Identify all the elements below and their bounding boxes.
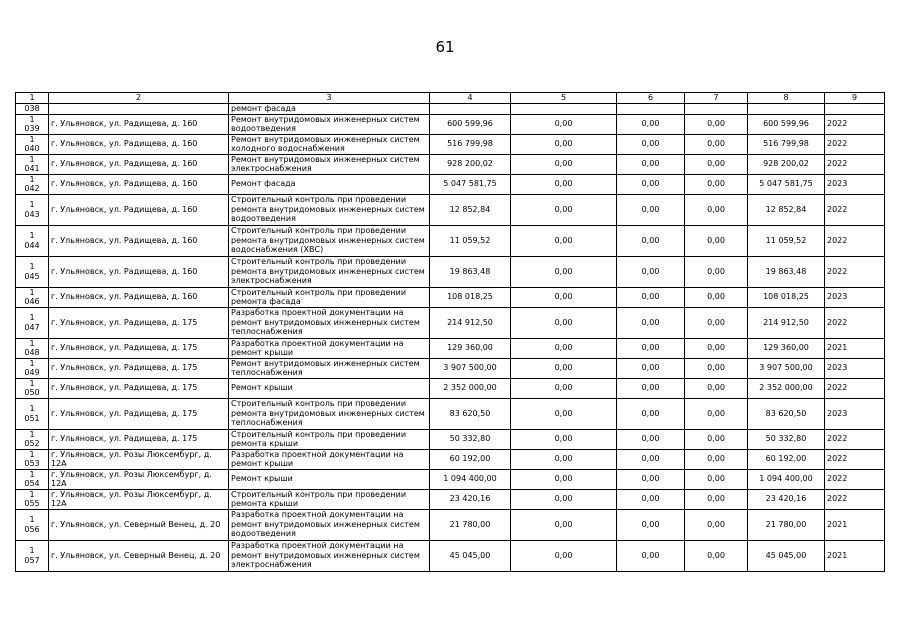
total-cost-cell (430, 104, 511, 115)
cost-col8-cell: 21 780,00 (748, 509, 825, 540)
address-cell: г. Ульяновск, ул. Радищева, д. 175 (49, 358, 229, 378)
address-cell: г. Ульяновск, ул. Розы Люксембург, д. 12А (49, 469, 229, 489)
work-type-cell: Ремонт внутридомовых инженерных систем холодного водоснабжения (229, 134, 430, 154)
work-type-cell: Разработка проектной документации на ремонт крыши (229, 338, 430, 358)
total-cost-cell: 5 047 581,75 (430, 174, 511, 194)
cost-col6-cell: 0,00 (617, 225, 685, 256)
row-number-cell (16, 358, 49, 378)
year-cell: 2023 (825, 398, 885, 429)
table-row (16, 398, 885, 429)
cost-col8-cell: 19 863,48 (748, 256, 825, 287)
row-number-part1: 1 (29, 546, 35, 555)
total-cost-cell: 214 912,50 (430, 307, 511, 338)
cost-col6-cell: 0,00 (617, 287, 685, 307)
cost-col8-cell: 214 912,50 (748, 307, 825, 338)
work-type-cell: Ремонт внутридомовых инженерных систем теплоснабжения (229, 358, 430, 378)
address-cell: г. Ульяновск, ул. Радищева, д. 175 (49, 307, 229, 338)
cost-col7-cell: 0,00 (685, 225, 748, 256)
row-number-cell (16, 378, 49, 398)
cost-col8-cell: 83 620,50 (748, 398, 825, 429)
cost-col5-cell: 0,00 (511, 194, 617, 225)
cost-col7-cell: 0,00 (685, 469, 748, 489)
row-number-cell (16, 469, 49, 489)
address-cell: г. Ульяновск, ул. Радищева, д. 160 (49, 134, 229, 154)
total-cost-cell: 3 907 500,00 (430, 358, 511, 378)
cost-col7-cell (685, 104, 748, 115)
work-type-cell: Ремонт фасада (229, 174, 430, 194)
column-header-6: 6 (617, 93, 685, 104)
cost-col5-cell: 0,00 (511, 429, 617, 449)
cost-col5-cell: 0,00 (511, 509, 617, 540)
row-number-cell (16, 540, 49, 571)
column-header-4: 4 (430, 93, 511, 104)
table-row (16, 489, 885, 509)
row-number-cell (16, 104, 49, 115)
total-cost-cell: 19 863,48 (430, 256, 511, 287)
cost-col6-cell: 0,00 (617, 256, 685, 287)
work-type-cell: Строительный контроль при проведении ремонта фасада (229, 287, 430, 307)
row-number-part1: 1 (29, 489, 35, 499)
address-cell: г. Ульяновск, ул. Северный Венец, д. 20 (49, 509, 229, 540)
column-header-9: 9 (825, 93, 885, 104)
cost-col8-cell: 11 059,52 (748, 225, 825, 256)
cost-col7-cell: 0,00 (685, 174, 748, 194)
year-cell: 2022 (825, 378, 885, 398)
year-cell: 2022 (825, 256, 885, 287)
cost-col6-cell: 0,00 (617, 509, 685, 540)
cost-col5-cell: 0,00 (511, 256, 617, 287)
table-body (16, 104, 885, 572)
row-number-part2: 051 (24, 413, 40, 423)
cost-col6-cell: 0,00 (617, 338, 685, 358)
table-row (16, 174, 885, 194)
row-number-part1: 1 (29, 515, 35, 524)
cost-col7-cell: 0,00 (685, 398, 748, 429)
total-cost-cell: 129 360,00 (430, 338, 511, 358)
row-number-part1: 1 (29, 358, 35, 368)
year-cell: 2022 (825, 225, 885, 256)
cost-col6-cell: 0,00 (617, 398, 685, 429)
column-header-2: 2 (49, 93, 229, 104)
address-cell: г. Ульяновск, ул. Радищева, д. 160 (49, 194, 229, 225)
work-type-cell: Ремонт крыши (229, 378, 430, 398)
address-cell: г. Ульяновск, ул. Розы Люксембург, д. 12А (49, 449, 229, 469)
address-cell: г. Ульяновск, ул. Радищева, д. 160 (49, 256, 229, 287)
address-cell: г. Ульяновск, ул. Радищева, д. 160 (49, 114, 229, 134)
total-cost-cell: 600 599,96 (430, 114, 511, 134)
cost-col7-cell: 0,00 (685, 429, 748, 449)
total-cost-cell: 11 059,52 (430, 225, 511, 256)
table-row (16, 194, 885, 225)
address-cell: г. Ульяновск, ул. Северный Венец, д. 20 (49, 540, 229, 571)
cost-col6-cell: 0,00 (617, 114, 685, 134)
row-number-part1: 1 (29, 114, 35, 124)
row-number-part1: 1 (29, 231, 35, 240)
cost-col8-cell: 129 360,00 (748, 338, 825, 358)
address-cell: г. Ульяновск, ул. Радищева, д. 175 (49, 378, 229, 398)
cost-col8-cell: 3 907 500,00 (748, 358, 825, 378)
cost-col5-cell: 0,00 (511, 225, 617, 256)
row-number-part2: 049 (24, 368, 40, 377)
cost-col5-cell: 0,00 (511, 378, 617, 398)
cost-col5-cell: 0,00 (511, 338, 617, 358)
year-cell: 2023 (825, 287, 885, 307)
row-number-part2: 044 (24, 240, 40, 250)
cost-col5-cell: 0,00 (511, 540, 617, 571)
table-row (16, 469, 885, 489)
column-header-8: 8 (748, 93, 825, 104)
row-number-part1: 1 (29, 154, 35, 164)
work-type-cell: Строительный контроль при проведении ремонта крыши (229, 429, 430, 449)
cost-col6-cell: 0,00 (617, 134, 685, 154)
row-number-part2: 047 (24, 322, 40, 332)
row-number-cell (16, 287, 49, 307)
cost-col8-cell: 600 599,96 (748, 114, 825, 134)
cost-col6-cell: 0,00 (617, 378, 685, 398)
row-number-part2: 050 (24, 388, 40, 397)
row-number-part1: 1 (29, 338, 35, 348)
row-number-part1: 1 (29, 134, 35, 144)
table-row (16, 540, 885, 571)
works-table (15, 92, 885, 572)
total-cost-cell: 21 780,00 (430, 509, 511, 540)
cost-col6-cell: 0,00 (617, 174, 685, 194)
row-number-cell (16, 174, 49, 194)
year-cell: 2021 (825, 509, 885, 540)
work-type-cell: Ремонт внутридомовых инженерных систем электроснабжения (229, 154, 430, 174)
row-number-part2: 057 (24, 555, 40, 565)
address-cell: г. Ульяновск, ул. Радищева, д. 175 (49, 429, 229, 449)
row-number-part2: 052 (24, 439, 40, 448)
year-cell: 2022 (825, 489, 885, 509)
header-row (16, 93, 885, 104)
address-cell: г. Ульяновск, ул. Радищева, д. 160 (49, 174, 229, 194)
row-number-part2: 053 (24, 459, 40, 468)
work-type-cell: Разработка проектной документации на ремонт внутридомовых инженерных систем электроснабжения (229, 540, 430, 571)
cost-col8-cell: 2 352 000,00 (748, 378, 825, 398)
cost-col7-cell: 0,00 (685, 287, 748, 307)
cost-col8-cell: 60 192,00 (748, 449, 825, 469)
cost-col8-cell: 23 420,16 (748, 489, 825, 509)
cost-col5-cell: 0,00 (511, 307, 617, 338)
cost-col7-cell: 0,00 (685, 489, 748, 509)
total-cost-cell: 2 352 000,00 (430, 378, 511, 398)
column-header-5: 5 (511, 93, 617, 104)
total-cost-cell: 12 852,84 (430, 194, 511, 225)
cost-col8-cell: 12 852,84 (748, 194, 825, 225)
row-number-part1: 1 (29, 378, 35, 388)
table-row (16, 287, 885, 307)
cost-col5-cell: 0,00 (511, 114, 617, 134)
cost-col6-cell: 0,00 (617, 540, 685, 571)
cost-col7-cell: 0,00 (685, 256, 748, 287)
row-number-part2: 048 (24, 348, 40, 357)
address-cell (49, 104, 229, 115)
year-cell: 2022 (825, 114, 885, 134)
row-number-part1: 1 (29, 449, 35, 459)
table-row (16, 429, 885, 449)
cost-col6-cell: 0,00 (617, 429, 685, 449)
cost-col6-cell: 0,00 (617, 307, 685, 338)
cost-col7-cell: 0,00 (685, 358, 748, 378)
row-number-part1: 1 (29, 404, 35, 413)
row-number-cell (16, 154, 49, 174)
table-row (16, 225, 885, 256)
cost-col5-cell: 0,00 (511, 154, 617, 174)
row-number-part1: 1 (29, 174, 35, 184)
work-type-cell: ремонт фасада (229, 104, 430, 115)
row-number-cell (16, 225, 49, 256)
address-cell: г. Ульяновск, ул. Радищева, д. 160 (49, 225, 229, 256)
cost-col6-cell: 0,00 (617, 489, 685, 509)
cost-col7-cell: 0,00 (685, 134, 748, 154)
row-number-cell (16, 509, 49, 540)
row-number-part2: 042 (24, 184, 40, 193)
work-type-cell: Строительный контроль при проведении ремонта внутридомовых инженерных систем водоотведения (229, 194, 430, 225)
row-number-part2: 045 (24, 271, 40, 281)
year-cell: 2022 (825, 194, 885, 225)
row-number-part2: 043 (24, 209, 40, 219)
table-row (16, 104, 885, 115)
cost-col7-cell: 0,00 (685, 449, 748, 469)
column-header-3: 3 (229, 93, 430, 104)
work-type-cell: Разработка проектной документации на ремонт внутридомовых инженерных систем теплоснабжения (229, 307, 430, 338)
work-type-cell: Ремонт крыши (229, 469, 430, 489)
cost-col7-cell: 0,00 (685, 307, 748, 338)
total-cost-cell: 23 420,16 (430, 489, 511, 509)
row-number-cell (16, 398, 49, 429)
row-number-cell (16, 307, 49, 338)
total-cost-cell: 1 094 400,00 (430, 469, 511, 489)
row-number-part1: 1 (29, 287, 35, 297)
row-number-cell (16, 489, 49, 509)
cost-col5-cell: 0,00 (511, 134, 617, 154)
total-cost-cell: 60 192,00 (430, 449, 511, 469)
row-number-part2: 040 (24, 144, 40, 153)
work-type-cell: Строительный контроль при проведении ремонта внутридомовых инженерных систем водоснабжения (ХВС) (229, 225, 430, 256)
work-type-cell: Строительный контроль при проведении ремонта внутридомовых инженерных систем электроснабжения (229, 256, 430, 287)
cost-col5-cell: 0,00 (511, 469, 617, 489)
year-cell: 2021 (825, 338, 885, 358)
work-type-cell: Ремонт внутридомовых инженерных систем водоотведения (229, 114, 430, 134)
cost-col6-cell: 0,00 (617, 449, 685, 469)
work-type-cell: Строительный контроль при проведении ремонта внутридомовых инженерных систем теплоснабжения (229, 398, 430, 429)
cost-col6-cell: 0,00 (617, 194, 685, 225)
year-cell (825, 104, 885, 115)
column-header-7: 7 (685, 93, 748, 104)
cost-col5-cell: 0,00 (511, 287, 617, 307)
row-number-cell (16, 429, 49, 449)
row-number-cell (16, 194, 49, 225)
cost-col8-cell: 928 200,02 (748, 154, 825, 174)
table-row (16, 338, 885, 358)
cost-col5-cell: 0,00 (511, 174, 617, 194)
cost-col7-cell: 0,00 (685, 378, 748, 398)
work-type-cell: Разработка проектной документации на ремонт крыши (229, 449, 430, 469)
year-cell: 2022 (825, 134, 885, 154)
table-row (16, 114, 885, 134)
row-number-cell (16, 256, 49, 287)
table-row (16, 154, 885, 174)
cost-col8-cell: 108 018,25 (748, 287, 825, 307)
cost-col5-cell: 0,00 (511, 398, 617, 429)
row-number-cell (16, 114, 49, 134)
row-number-part1: 1 (29, 262, 35, 271)
year-cell: 2023 (825, 358, 885, 378)
column-header-1: 1 (16, 93, 49, 104)
address-cell: г. Ульяновск, ул. Радищева, д. 175 (49, 338, 229, 358)
row-number-part1: 1 (29, 429, 35, 439)
cost-col5-cell: 0,00 (511, 449, 617, 469)
cost-col6-cell: 0,00 (617, 358, 685, 378)
row-number-cell (16, 449, 49, 469)
row-number-part2: 054 (24, 479, 40, 488)
cost-col6-cell: 0,00 (617, 469, 685, 489)
cost-col8-cell: 5 047 581,75 (748, 174, 825, 194)
table-row (16, 307, 885, 338)
cost-col7-cell: 0,00 (685, 154, 748, 174)
page-number: 61 (435, 38, 455, 56)
total-cost-cell: 83 620,50 (430, 398, 511, 429)
row-number-part2: 039 (24, 124, 40, 133)
work-type-cell: Строительный контроль при проведении ремонта крыши (229, 489, 430, 509)
total-cost-cell: 45 045,00 (430, 540, 511, 571)
cost-col8-cell: 516 799,98 (748, 134, 825, 154)
total-cost-cell: 50 332,80 (430, 429, 511, 449)
row-number-part1: 1 (29, 469, 35, 479)
address-cell: г. Ульяновск, ул. Радищева, д. 160 (49, 287, 229, 307)
work-type-cell: Разработка проектной документации на ремонт внутридомовых инженерных систем водоотведения (229, 509, 430, 540)
table-row (16, 256, 885, 287)
total-cost-cell: 516 799,98 (430, 134, 511, 154)
cost-col6-cell: 0,00 (617, 154, 685, 174)
row-number-part2: 041 (24, 164, 40, 173)
cost-col7-cell: 0,00 (685, 509, 748, 540)
row-number-part2: 056 (24, 524, 40, 534)
cost-col5-cell (511, 104, 617, 115)
year-cell: 2022 (825, 307, 885, 338)
row-number-part1: 1 (29, 313, 35, 322)
table-row (16, 134, 885, 154)
row-number-cell (16, 134, 49, 154)
cost-col5-cell: 0,00 (511, 358, 617, 378)
address-cell: г. Ульяновск, ул. Радищева, д. 175 (49, 398, 229, 429)
row-number-cell (16, 338, 49, 358)
row-number-part2: 055 (24, 499, 40, 508)
table-row (16, 378, 885, 398)
address-cell: г. Ульяновск, ул. Радищева, д. 160 (49, 154, 229, 174)
cost-col8-cell: 45 045,00 (748, 540, 825, 571)
total-cost-cell: 928 200,02 (430, 154, 511, 174)
cost-col8-cell: 50 332,80 (748, 429, 825, 449)
table-row (16, 449, 885, 469)
year-cell: 2021 (825, 540, 885, 571)
year-cell: 2022 (825, 449, 885, 469)
address-cell: г. Ульяновск, ул. Розы Люксембург, д. 12А (49, 489, 229, 509)
total-cost-cell: 108 018,25 (430, 287, 511, 307)
year-cell: 2022 (825, 154, 885, 174)
cost-col7-cell: 0,00 (685, 114, 748, 134)
cost-col8-cell (748, 104, 825, 115)
year-cell: 2023 (825, 174, 885, 194)
row-number-part2: 046 (24, 297, 40, 306)
table-row (16, 509, 885, 540)
cost-col7-cell: 0,00 (685, 194, 748, 225)
row-number-part1: 038 (24, 104, 40, 113)
row-number-part1: 1 (29, 200, 35, 209)
cost-col7-cell: 0,00 (685, 540, 748, 571)
cost-col6-cell (617, 104, 685, 115)
cost-col8-cell: 1 094 400,00 (748, 469, 825, 489)
year-cell: 2022 (825, 429, 885, 449)
year-cell: 2022 (825, 469, 885, 489)
cost-col7-cell: 0,00 (685, 338, 748, 358)
cost-col5-cell: 0,00 (511, 489, 617, 509)
table-row (16, 358, 885, 378)
